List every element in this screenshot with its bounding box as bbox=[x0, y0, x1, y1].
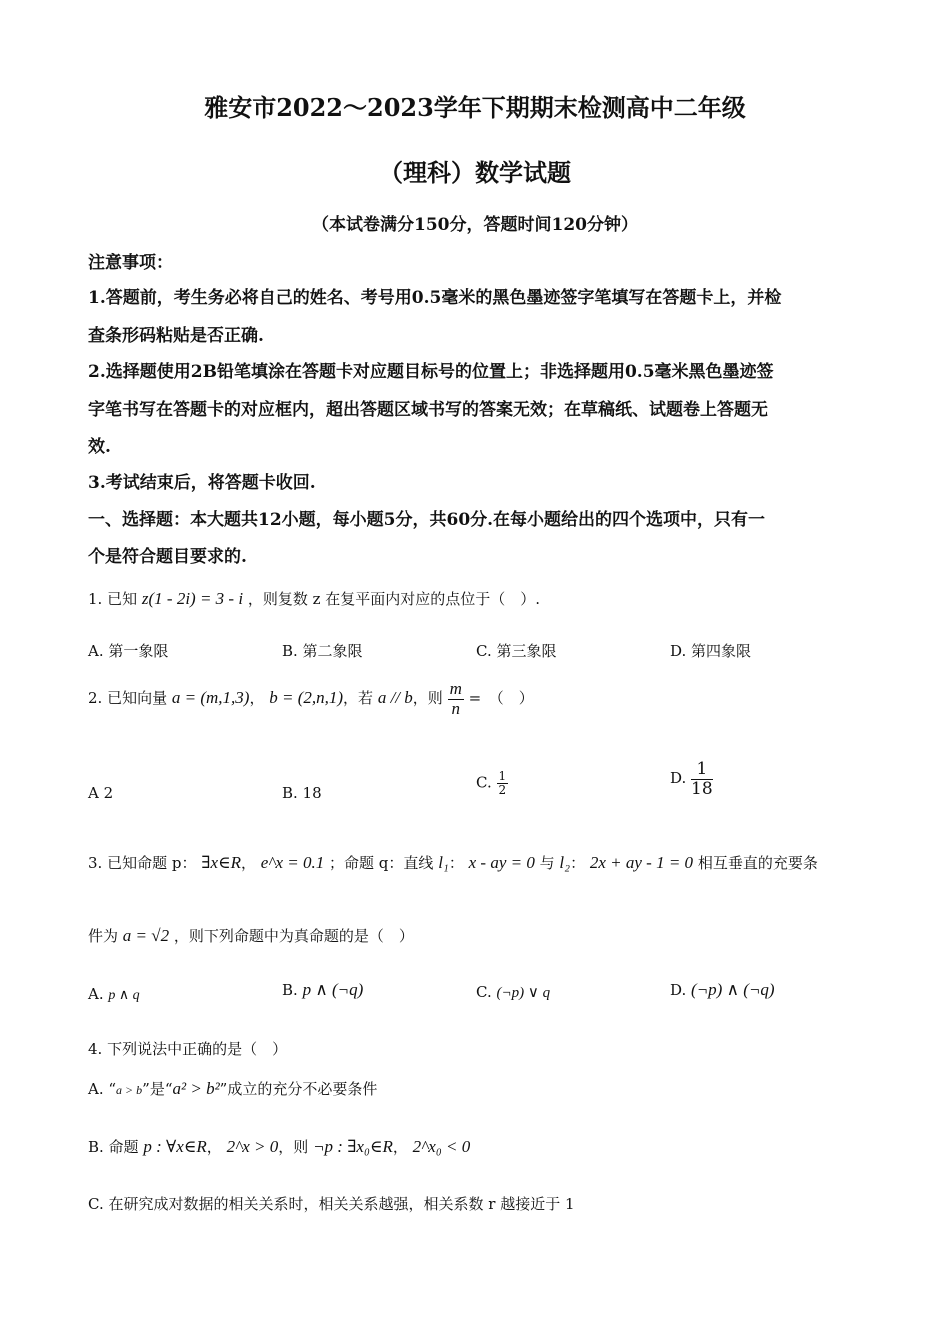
section-heading: 个是符合题目要求的. bbox=[88, 547, 247, 567]
question-3-line-2: 件为 a = √2 ，则下列命题中为真命题的是（ ） bbox=[88, 926, 414, 945]
fraction: $\frac{1}{18}$ bbox=[691, 759, 713, 799]
option-b: B. p ∧ (¬q) bbox=[282, 980, 364, 999]
math-expression: l₁ bbox=[438, 853, 449, 872]
option-b: B. 命题 p : ∀x∈R， 2^x > 0，则 ¬p : ∃x₀∈R， 2^x₀ < 0 bbox=[88, 1137, 471, 1156]
math-expression: a // b bbox=[377, 688, 413, 708]
exam-title: 雅安市2022～2023学年下期期末检测高中二年级 bbox=[204, 93, 746, 122]
math-expression: 2^x₀ < 0 bbox=[412, 1137, 471, 1156]
math-expression: z(1 - 2i) = 3 - i bbox=[141, 589, 244, 608]
exam-subtitle: （本试卷满分150分，答题时间120分钟） bbox=[312, 215, 638, 235]
math-expression: a = √2 bbox=[122, 926, 170, 945]
math-expression: e^x = 0.1 bbox=[260, 853, 325, 872]
math-expression: ∃x∈R bbox=[201, 853, 241, 872]
question-1: 1. 已知 z(1 - 2i) = 3 - i ，则复数 z 在复平面内对应的点位于（ ）. bbox=[88, 589, 541, 608]
option-b: B. 第二象限 bbox=[282, 642, 363, 660]
question-3: 3. 已知命题 p： ∃x∈R， e^x = 0.1 ；命题 q：直线 l₁： x - ay = 0 与 l₂： 2x + ay - 1 = 0 相互垂直的充要条 bbox=[88, 853, 818, 872]
question-4: 4. 下列说法中正确的是（ ） bbox=[88, 1040, 288, 1058]
notice-line: 1.答题前，考生务必将自己的姓名、考号用0.5毫米的黑色墨迹签字笔填写在答题卡上，并检 bbox=[88, 288, 782, 308]
option-d: D. $\frac{1}{18}$ bbox=[670, 759, 713, 799]
option-a: A. 第一象限 bbox=[88, 642, 169, 660]
math-expression: l₂ bbox=[559, 853, 571, 872]
option-a: A 2 bbox=[88, 784, 114, 802]
exam-subject-title: （理科）数学试题 bbox=[379, 158, 571, 187]
math-expression: p : ∀x∈R bbox=[143, 1137, 207, 1156]
fraction: $\frac{m}{n}$ bbox=[449, 679, 462, 718]
math-expression: x - ay = 0 bbox=[468, 853, 535, 872]
option-c: C. 在研究成对数据的相关关系时，相关关系越强，相关系数 r 越接近于 1 bbox=[88, 1195, 575, 1213]
option-c: C. $\frac{1}{2}$ bbox=[476, 769, 507, 798]
math-expression: ¬p : ∃x₀∈R bbox=[313, 1137, 393, 1156]
notice-line: 效. bbox=[88, 437, 111, 457]
notice-line: 2.选择题使用2B铅笔填涂在答题卡对应题目标号的位置上；非选择题用0.5毫米黑色墨迹签 bbox=[88, 362, 774, 382]
math-expression: 2x + ay - 1 = 0 bbox=[589, 853, 694, 872]
notice-line: 3.考试结束后，将答题卡收回. bbox=[88, 473, 316, 493]
math-expression: b = (2,n,1) bbox=[269, 688, 344, 708]
notice-line: 查条形码粘贴是否正确. bbox=[88, 326, 264, 346]
notice-line: 字笔书写在答题卡的对应框内，超出答题区域书写的答案无效；在草稿纸、试题卷上答题无 bbox=[88, 400, 768, 420]
option-a: A. p ∧ q bbox=[88, 985, 140, 1003]
question-2: 2. 已知向量 a = (m,1,3)， b = (2,n,1)，若 a // b，则 $\frac{m}{n}$ = （ ） bbox=[88, 679, 534, 718]
section-heading: 一、选择题：本大题共12小题，每小题5分，共60分.在每小题给出的四个选项中，只有一 bbox=[88, 510, 766, 530]
notice-heading: 注意事项： bbox=[88, 253, 173, 273]
math-expression: a = (m,1,3) bbox=[171, 688, 250, 708]
option-a: A. “a > b”是“a² > b²”成立的充分不必要条件 bbox=[88, 1079, 378, 1098]
fraction: $\frac{1}{2}$ bbox=[498, 769, 507, 798]
option-b: B. 18 bbox=[282, 784, 322, 802]
option-d: D. (¬p) ∧ (¬q) bbox=[670, 980, 775, 999]
math-expression: 2^x > 0 bbox=[226, 1137, 279, 1156]
option-c: C. (¬p) ∨ q bbox=[476, 983, 551, 1001]
option-c: C. 第三象限 bbox=[476, 642, 557, 660]
option-d: D. 第四象限 bbox=[670, 642, 752, 660]
